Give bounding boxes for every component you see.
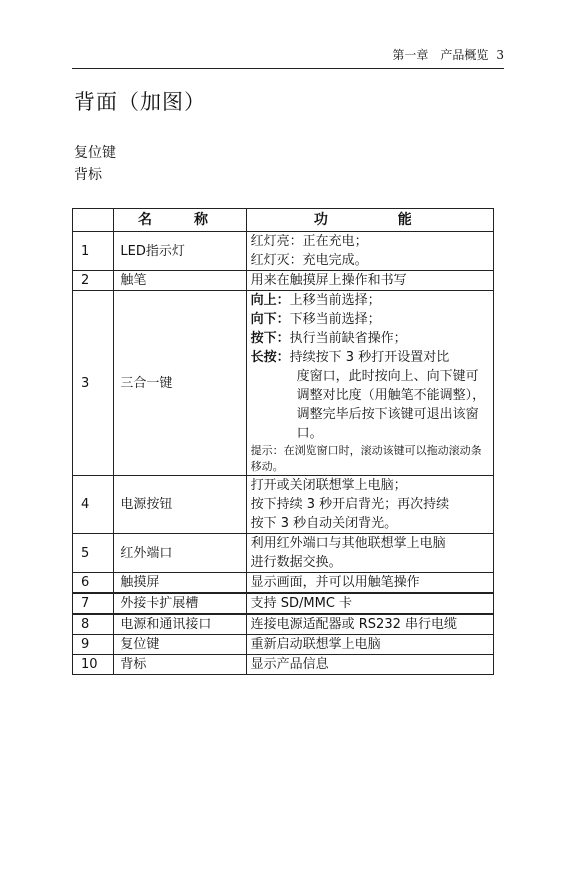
row-name: 触笔 <box>114 271 246 291</box>
components-table <box>72 208 494 675</box>
row-desc <box>246 593 493 614</box>
desc-key: 向下： <box>250 312 290 327</box>
desc-item <box>251 291 489 310</box>
desc-line: 显示画面，并可以用触笔操作 <box>250 575 420 590</box>
row-number: 7 <box>73 593 114 614</box>
row-number: 10 <box>73 655 114 675</box>
desc-item <box>251 348 489 367</box>
desc-key: 按下： <box>250 331 290 346</box>
row-desc <box>246 476 493 534</box>
table-row <box>73 635 494 655</box>
table-row <box>73 614 494 635</box>
table-row <box>73 573 494 594</box>
page-header <box>72 46 504 69</box>
page-number: 3 <box>496 48 504 62</box>
row-number: 8 <box>73 614 114 635</box>
desc-line: 打开或关闭联想掌上电脑； <box>250 478 407 493</box>
desc-text: 下移当前选择； <box>289 312 381 327</box>
table-row <box>73 271 494 291</box>
section-title: 背面（加图） <box>74 90 206 114</box>
desc-key: 长按： <box>250 350 290 365</box>
desc-note: 提示：在浏览窗口时，滚动该键可以拖动滚动条移动。 <box>250 444 482 473</box>
row-name: 三合一键 <box>114 291 246 476</box>
table-row <box>73 534 494 573</box>
header-name: 名 称 <box>114 209 246 232</box>
row-number: 1 <box>73 232 114 271</box>
row-number: 4 <box>73 476 114 534</box>
row-desc <box>246 573 493 594</box>
row-desc <box>246 232 493 271</box>
desc-line: 按下 3 秒自动关闭背光。 <box>250 516 398 531</box>
header-function: 功 能 <box>246 209 493 232</box>
desc-text: 执行当前缺省操作； <box>289 331 407 346</box>
row-desc <box>246 635 493 655</box>
desc-line: 重新启动联想掌上电脑 <box>250 637 381 652</box>
desc-line: 显示产品信息 <box>250 657 329 672</box>
desc-line: 连接电源适配器或 RS232 串行电缆 <box>250 617 458 632</box>
desc-line: 支持 SD/MMC 卡 <box>250 596 353 611</box>
desc-line: 红灯灭：充电完成。 <box>250 253 368 268</box>
desc-line: 利用红外端口与其他联想掌上电脑 <box>250 536 446 551</box>
row-desc <box>246 271 493 291</box>
row-number: 2 <box>73 271 114 291</box>
desc-item <box>251 329 489 348</box>
table-row <box>73 476 494 534</box>
desc-item <box>251 310 489 329</box>
row-number: 9 <box>73 635 114 655</box>
table-header-row <box>73 209 494 232</box>
row-name: 外接卡扩展槽 <box>114 593 246 614</box>
table-row <box>73 593 494 614</box>
row-number: 3 <box>73 291 114 476</box>
table-row <box>73 232 494 271</box>
header-number <box>73 209 114 232</box>
row-desc <box>246 291 493 476</box>
row-name: 红外端口 <box>114 534 246 573</box>
desc-key: 向上： <box>250 293 290 308</box>
row-number: 5 <box>73 534 114 573</box>
row-desc <box>246 534 493 573</box>
row-name: 触摸屏 <box>114 573 246 594</box>
row-name: LED指示灯 <box>114 232 246 271</box>
desc-text: 上移当前选择； <box>289 293 381 308</box>
desc-line: 用来在触摸屏上操作和书写 <box>250 273 407 288</box>
desc-line: 红灯亮：正在充电； <box>250 234 368 249</box>
desc-line: 按下持续 3 秒开启背光；再次持续 <box>250 497 450 512</box>
row-desc <box>246 614 493 635</box>
desc-text: 持续按下 3 秒打开设置对比 <box>289 350 450 365</box>
row-desc <box>246 655 493 675</box>
text-line-back-label: 背标 <box>74 167 102 183</box>
desc-line: 进行数据交换。 <box>250 555 342 570</box>
row-name: 电源按钮 <box>114 476 246 534</box>
desc-continuation: 度窗口，此时按向上、向下键可调整对比度（用触笔不能调整），调整完毕后按下该键可退出该窗口。 <box>296 369 486 441</box>
row-name: 背标 <box>114 655 246 675</box>
row-number: 6 <box>73 573 114 594</box>
table-row <box>73 655 494 675</box>
row-name: 复位键 <box>114 635 246 655</box>
row-name: 电源和通讯接口 <box>114 614 246 635</box>
table-row <box>73 291 494 476</box>
text-line-reset-key: 复位键 <box>74 145 116 161</box>
chapter-title: 第一章 产品概览 <box>392 48 489 62</box>
